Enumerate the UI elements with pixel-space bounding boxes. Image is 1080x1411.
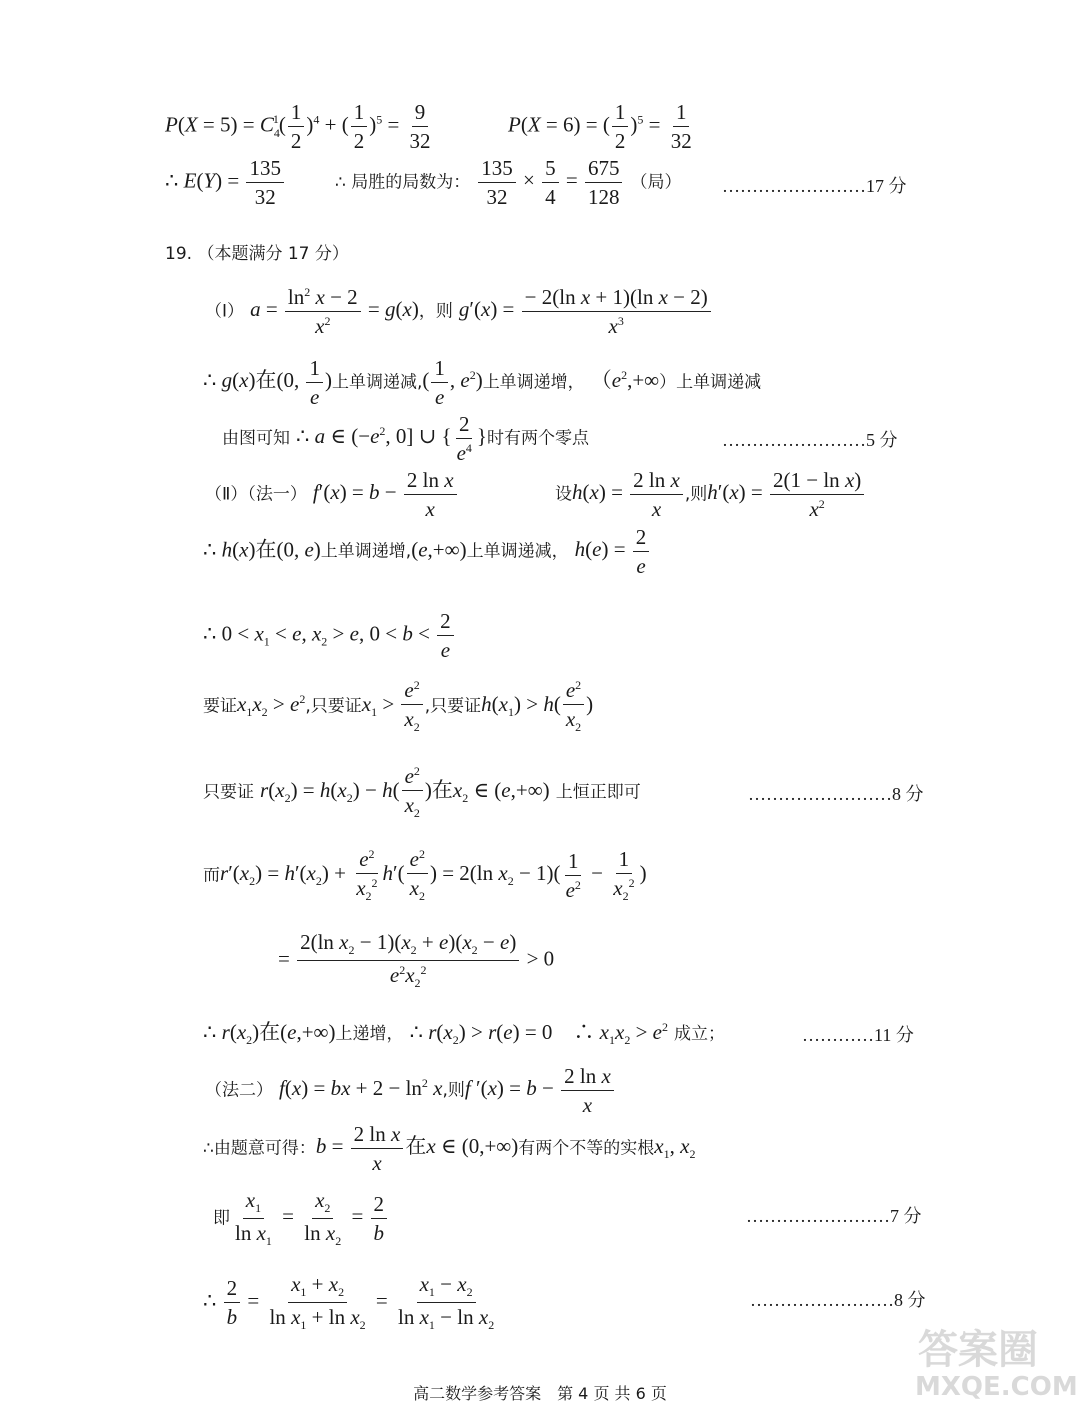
expectation-formula: ∴ E(Y) = $\frac{135}{32}$ <box>165 156 286 209</box>
score-8a: ……………………8 分 <box>748 784 924 804</box>
r-derivative-positive: = $\frac{2(\ln x_2 - 1)(x_2 + e)(x_2 - e)}{e^2x_2^2}$ > 0 <box>278 930 555 991</box>
from-problem-text: ∴由题意可得： <box>203 1138 316 1159</box>
score-11: …………11 分 <box>802 1025 914 1045</box>
then-text: ,则 <box>684 484 708 505</box>
h-monotone: ∴ h(x)在(0, e)上单调递增,(e,+∞)上单调递减， h(e) = $\frac{2}{e}$ <box>203 525 651 578</box>
part1-then: ，则 <box>418 301 453 322</box>
r-increase-line: ∴ $r(x_2)$在(e,+∞)上递增， ∴ $r(x_2) > r(e) = 0$ ∴ $x_1x_2 > e^2$ 成立； <box>203 1020 726 1048</box>
roots-line: ∴由题意可得：b = $\frac{\text{2 ln x}}{x}$ 在x ∈ (0,+∞)有两个不等的实根$x_1$, $x_2$ <box>203 1122 696 1176</box>
ie-prefix: 即 <box>213 1208 230 1229</box>
method2-then: ,则 <box>442 1080 465 1101</box>
part1-line: （Ⅰ） a = $\frac{\ln^2 x - 2}{x^2}$ = g(x)，则 g′(x) = $\frac{\text{− 2(ln x + 1)(ln x − 2)}}{x^3}$ <box>205 285 713 338</box>
px6-formula: P(X = 6) = ( $\frac{1}{2}$ )$^5$ = $\frac{1}{32}$ <box>508 100 692 154</box>
monotone-dec-1: 上单调递减, <box>331 372 423 393</box>
page-footer: 高二数学参考答案 第 4 页 共 6 页 <box>413 1384 667 1403</box>
watermark-logo: 答案圈 <box>918 1327 1038 1373</box>
method2-label: （法二） <box>205 1080 273 1101</box>
r-definition: 只要证 $r(x_2) = h(x_2) - h$( $\frac{e^2}{x_2}$ )在$x_2$ ∈ (e,+∞) 上恒正即可 <box>203 764 641 821</box>
only-need-suffix: 上恒正即可 <box>555 782 641 803</box>
let-text: 设 <box>555 484 572 505</box>
ratio-line: 即 $\frac{x_1}{\ln x_1}$ = $\frac{x_2}{\ln x_2}$ = $\frac{2}{b}$ <box>213 1188 389 1249</box>
conclusion-suffix: 时有两个零点 <box>486 428 589 449</box>
prove-only-2: ,只要证 <box>424 696 482 717</box>
only-need-text: 只要证 <box>203 782 254 803</box>
r-derivative: 而$r'(x_2) = h'(x_2)$ + $\frac{e^2}{x_2^2}$ h′( $\frac{e^2}{x_2}$ ) = 2(ln $x_2 - 1$)( $\frac{1}{e^2}$ − $\frac{1}{x_2^2}$ ) <box>203 847 647 904</box>
score-17: ……………………17 分 <box>722 176 907 196</box>
range-line: ∴ $0 < x_1 < e$, $x_2 > e$, 0 < b < $\frac{2}{e}$ <box>203 609 456 662</box>
prove-prefix: 要证 <box>203 696 237 717</box>
prove-line: 要证$x_1x_2 > e^2$,只要证$x_1$ > $\frac{e^2}{x_2}$ ,只要证$h(x_1) > h$( $\frac{e^2}{x_2}$ ) <box>203 678 594 735</box>
holds-text: 成立； <box>674 1024 726 1044</box>
two-roots-text: 有两个不等的实根 <box>518 1138 655 1159</box>
win-count: ∴ 局胜的局数为： $\frac{135}{32}$ × $\frac{5}{4}$ = $\frac{675}{128}$ （局） <box>335 156 682 210</box>
watermark-url: MXQE.COM <box>915 1372 1078 1402</box>
part1-monotone: ∴ g(x)在(0, $\frac{1}{e}$ )上单调递减,( $\frac{1}{e}$ , $e^2$)上单调递增， $(e^2,+\infty)$上单调递减 <box>203 356 762 410</box>
score-8b: ……………………8 分 <box>750 1290 926 1310</box>
h-definition: 设h(x) = $\frac{\text{2 ln x}}{x}$ ,则h′(x) = $\frac{\text{2(1 − ln x)}}{x^2}$ <box>555 468 866 521</box>
unit-text: （局） <box>630 172 682 193</box>
score-5: ……………………5 分 <box>722 430 898 450</box>
increase-text: 上递增， <box>335 1024 404 1044</box>
h-dec-text: 上单调递减， <box>466 541 569 562</box>
part2-label: （Ⅱ）（法一） <box>205 484 307 505</box>
monotone-dec-2: ）上单调递减 <box>659 372 762 393</box>
part1-conclusion: 由图可知 ∴ a ∈ ($-e^2$, 0] ∪ { $\frac{2}{e^4}$ }时有两个零点 <box>222 412 589 466</box>
part1-label: （Ⅰ） <box>205 301 245 322</box>
sum-diff-line: ∴ $\frac{2}{b}$ = $\frac{x_1 + x_2}{\ln x_1 + \ln x_2}$ = $\frac{x_1 - x_2}{\ln x_1 - \ln x_2}$ <box>203 1272 495 1333</box>
method2-line: （法二） f(x) = bx + $2 - \ln^2 x$,则f ′(x) = b − $\frac{\text{2 ln x}}{x}$ <box>205 1064 616 1117</box>
prove-only-1: ,只要证 <box>305 696 362 717</box>
px5-formula: $P(X = 5) = C_4^1$( $\frac{1}{2}$ )$^4$ + ( $\frac{1}{2}$ )$^5$ = $\frac{9}{32}$ <box>165 100 431 154</box>
and-prefix: 而 <box>203 865 220 886</box>
part2-line: （Ⅱ）（法一） f′(x) = b − $\frac{\text{2 ln x}}{x}$ <box>205 468 459 521</box>
win-text: ∴ 局胜的局数为： <box>335 172 471 193</box>
score-7: ……………………7 分 <box>746 1206 922 1226</box>
conclusion-prefix: 由图可知 <box>222 428 290 449</box>
h-inc-text: 上单调递增, <box>320 541 412 562</box>
monotone-inc: 上单调递增， <box>482 372 585 393</box>
problem-19-heading: 19. （本题满分 17 分） <box>165 244 349 264</box>
